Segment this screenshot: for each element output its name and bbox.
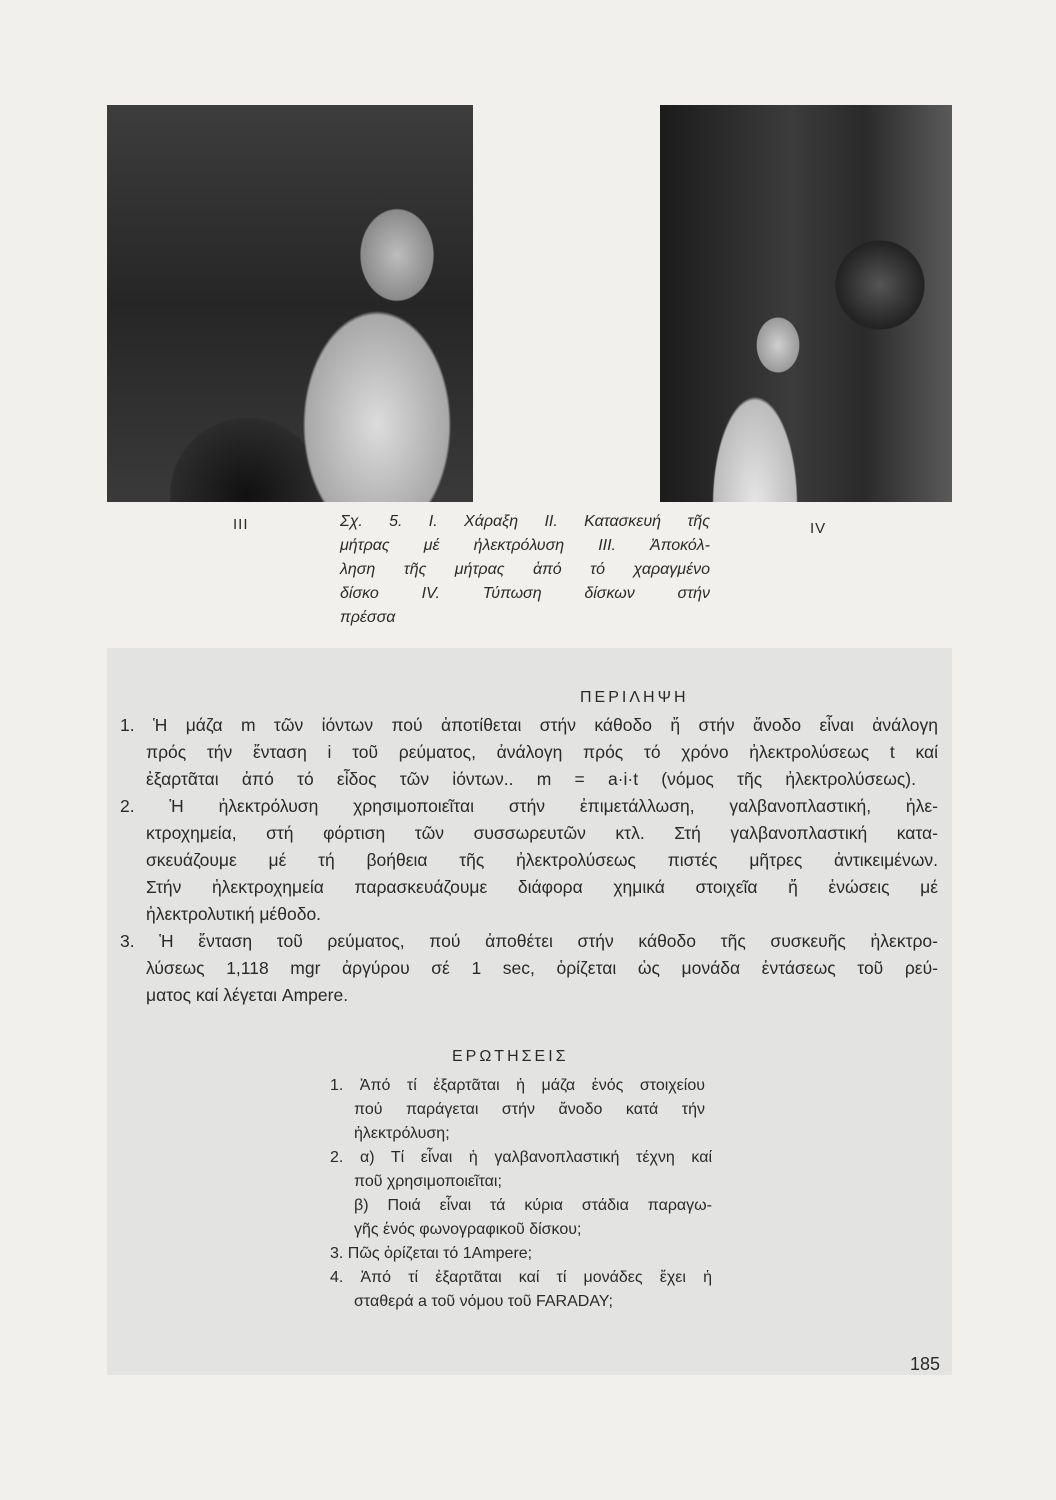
question-line: 4. Ἀπό τί ἐξαρτᾶται καί τί μονάδες ἔχει ἡ	[330, 1269, 712, 1286]
photo-record-press	[660, 105, 952, 502]
figure-label-iii: III	[233, 516, 249, 533]
summary-line: πρός τήν ἔνταση i τοῦ ρεύματος, ἀνάλογη πρός τό χρόνο ἠλεκτρολύσεως t καί	[146, 742, 938, 762]
caption-line: πρέσσα	[340, 609, 396, 626]
summary-line: ματος καί λέγεται Ampere.	[146, 985, 349, 1005]
question-line: γῆς ἑνός φωνογραφικοῦ δίσκου;	[354, 1221, 582, 1238]
summary-line: Στήν ἠλεκτροχημεία παρασκευάζουμε διάφορα χημικά στοιχεῖα ἤ ἑνώσεις μέ	[146, 877, 938, 897]
question-line: πού παράγεται στήν ἄνοδο κατά τήν	[354, 1101, 705, 1118]
question-line: β) Ποιά εἶναι τά κύρια στάδια παραγω-	[354, 1197, 712, 1214]
question-line: ποῦ χρησιμοποιεῖται;	[354, 1173, 502, 1190]
summary-line: 1. Ἡ μάζα m τῶν ἰόντων πού ἀποτίθεται στήν κάθοδο ἤ στήν ἄνοδο εἶναι ἀνάλογη	[120, 715, 938, 735]
questions-heading: ΕΡΩΤΗΣΕΙΣ	[452, 1048, 569, 1065]
summary-line: κτροχημεία, στή φόρτιση τῶν συσσωρευτῶν κτλ. Στή γαλβανοπλαστική κατα-	[146, 823, 938, 843]
question-line: 3. Πῶς ὁρίζεται τό 1Ampere;	[330, 1245, 533, 1262]
caption-line: μήτρας μέ ἠλεκτρόλυση III. Ἀποκόλ-	[340, 537, 710, 554]
caption-line: ληση τῆς μήτρας ἀπό τό χαραγμένο	[340, 561, 710, 578]
summary-line: λύσεως 1,118 mgr ἀργύρου σέ 1 sec, ὁρίζεται ὡς μονάδα ἐντάσεως τοῦ ρεύ-	[146, 958, 938, 978]
caption-line: Σχ. 5. I. Χάραξη II. Κατασκευή τῆς	[340, 513, 710, 530]
photo-record-matrix-separation	[107, 105, 473, 502]
question-line: 1. Ἀπό τί ἐξαρτᾶται ἡ μάζα ἑνός στοιχείου	[330, 1077, 705, 1094]
summary-heading: ΠΕΡΙΛΗΨΗ	[580, 689, 689, 706]
summary-line: 2. Ἡ ἠλεκτρόλυση χρησιμοποιεῖται στήν ἐπιμετάλλωση, γαλβανοπλαστική, ἠλε-	[120, 796, 938, 816]
summary-line: 3. Ἡ ἔνταση τοῦ ρεύματος, πού ἀποθέτει στήν κάθοδο τῆς συσκευῆς ἠλεκτρο-	[120, 931, 938, 951]
figure-caption	[340, 510, 710, 630]
figure-label-iv: IV	[810, 520, 827, 537]
summary-line: σκευάζουμε μέ τή βοήθεια τῆς ἠλεκτρολύσεως πιστές μῆτρες ἀντικειμένων.	[146, 850, 938, 870]
caption-line: δίσκο IV. Τύπωση δίσκων στήν	[340, 585, 710, 602]
question-line: 2. α) Τί εἶναι ἡ γαλβανοπλαστική τέχνη καί	[330, 1149, 712, 1166]
summary-line: ἠλεκτρολυτική μέθοδο.	[146, 904, 322, 924]
question-line: σταθερά a τοῦ νόμου τοῦ FARADAY;	[354, 1293, 613, 1310]
summary-line: ἐξαρτᾶται ἀπό τό εἶδος τῶν ἰόντων.. m = a·i·t (νόμος τῆς ἠλεκτρολύσεως).	[146, 769, 916, 789]
page-number: 185	[910, 1354, 941, 1374]
question-line: ἠλεκτρόλυση;	[354, 1125, 450, 1142]
